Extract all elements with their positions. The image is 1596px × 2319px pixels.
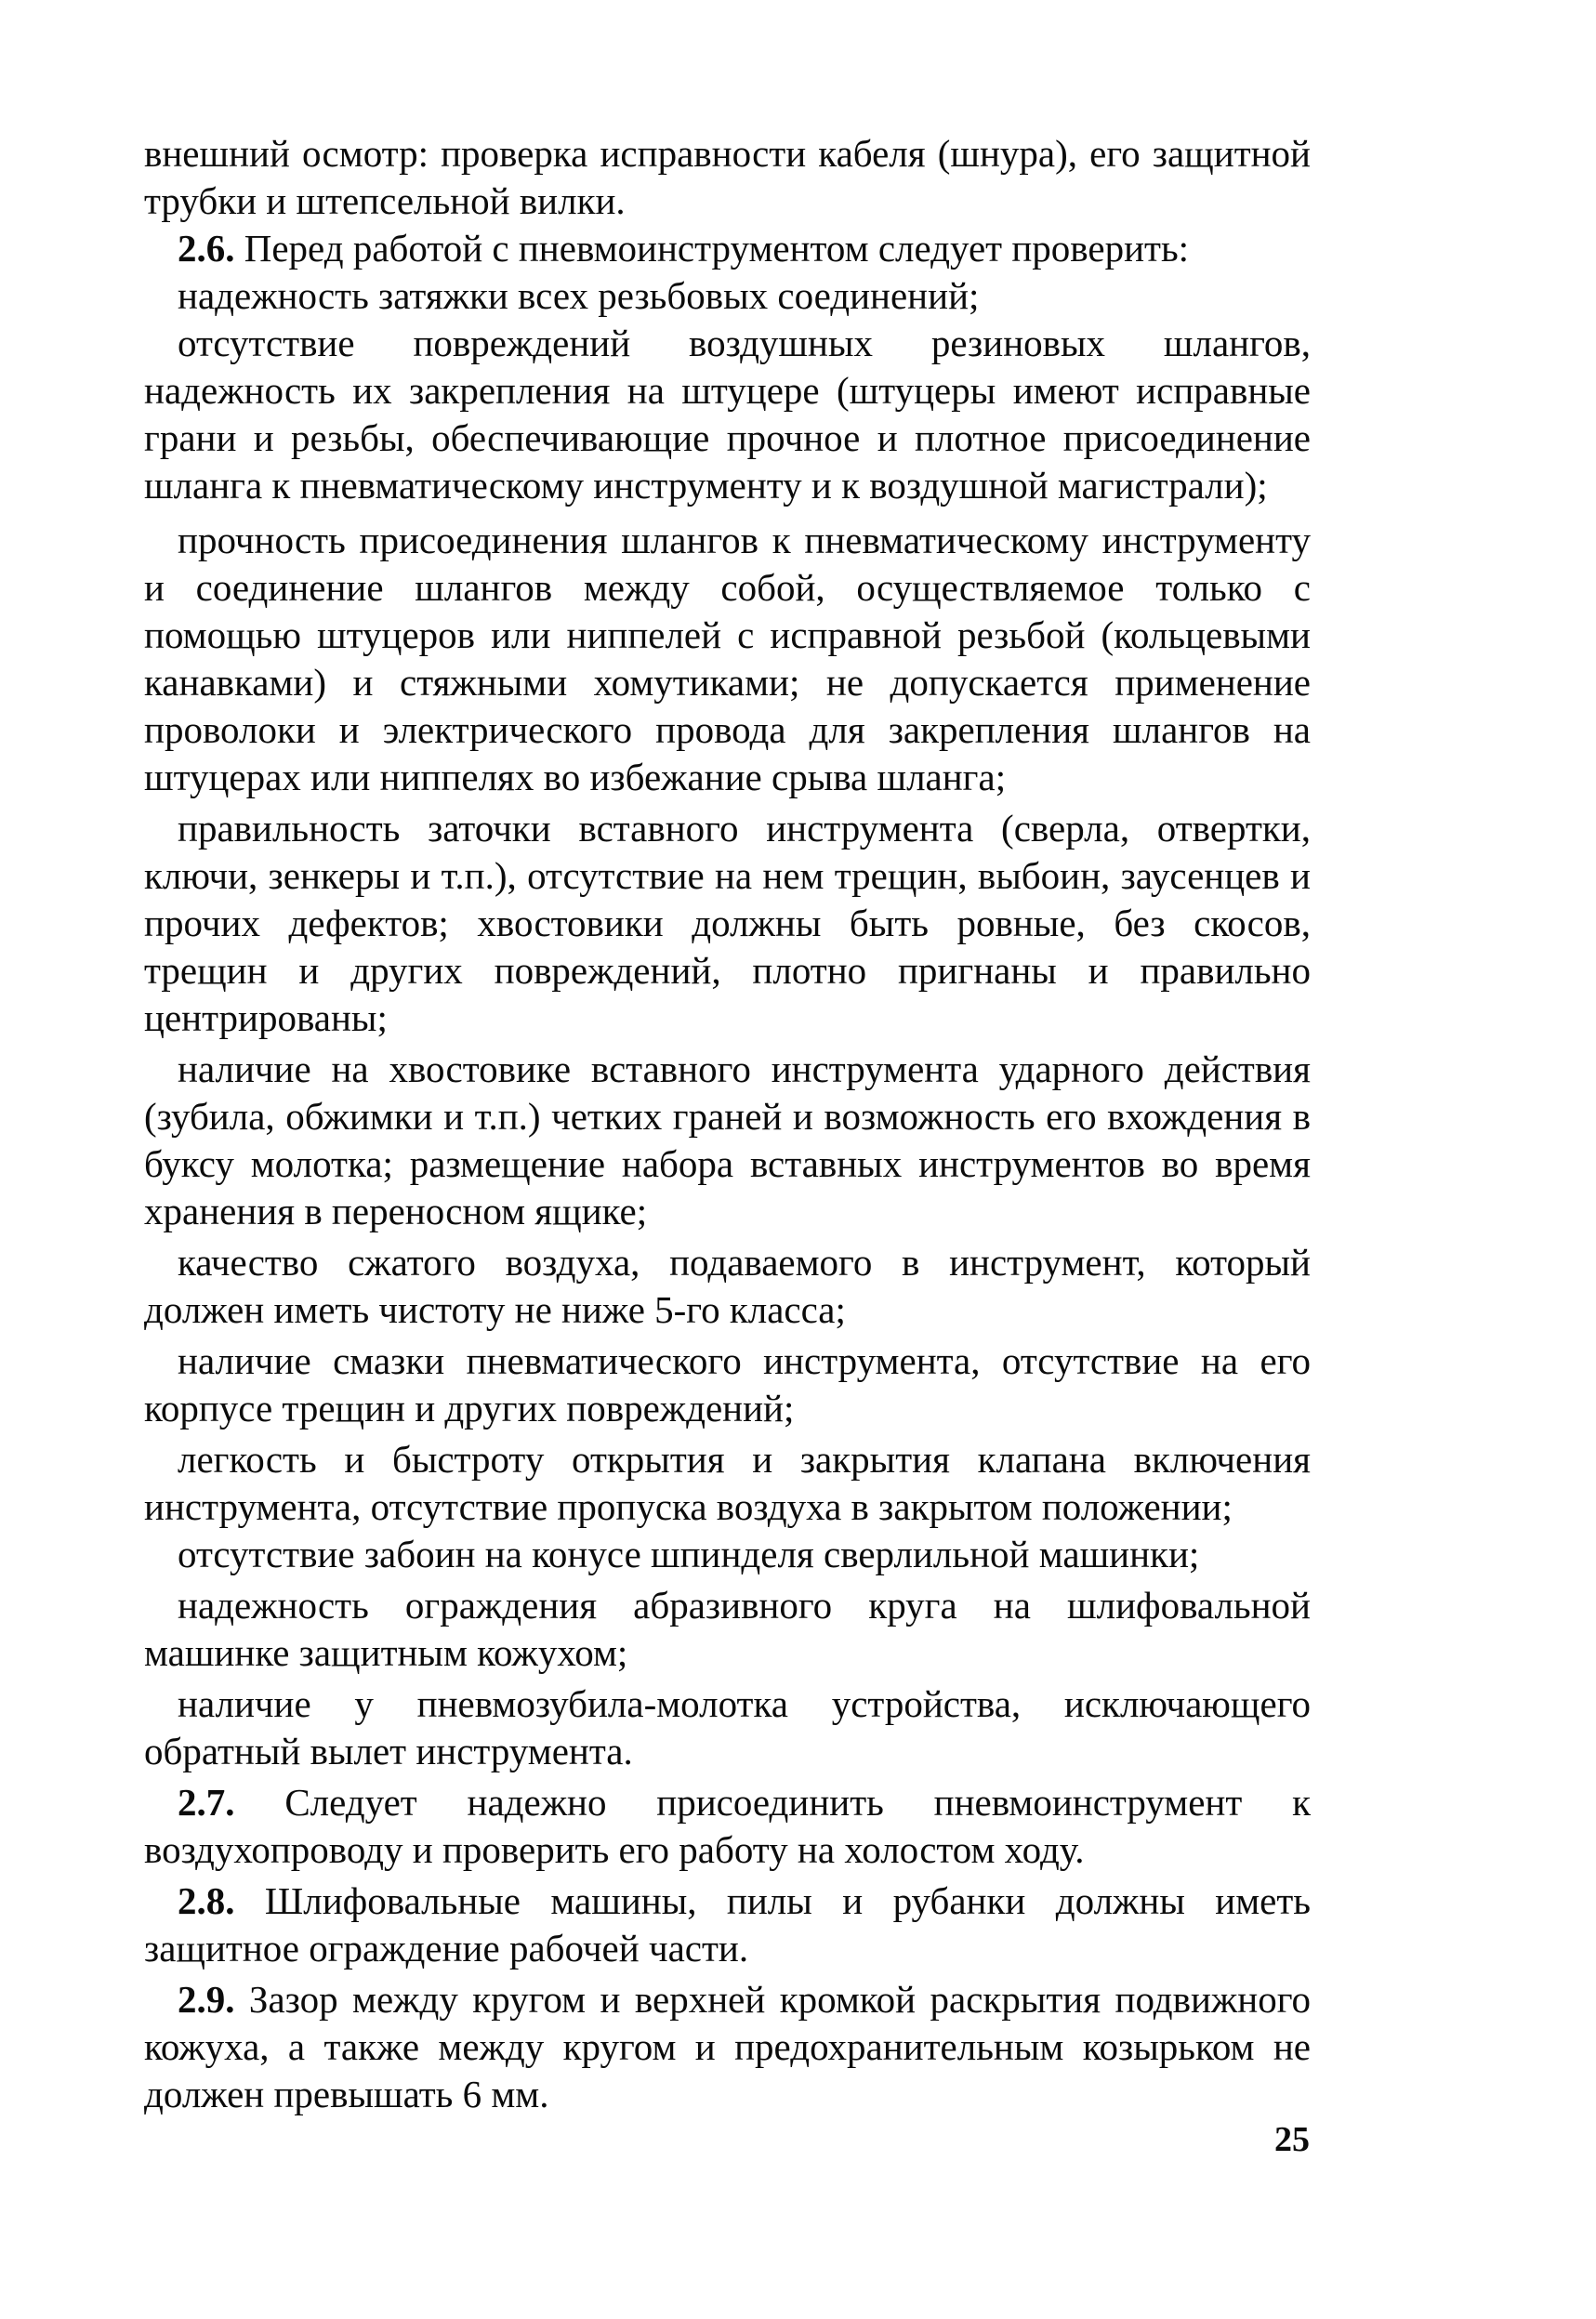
paragraph-text: Следует надежно присоединить пневмоинструмент к воздухопроводу и проверить его работу на холостом ходу.	[144, 1781, 1311, 1871]
clause-2-7	[144, 1779, 1311, 1874]
list-item	[144, 1582, 1311, 1677]
clause-number: 2.6.	[178, 227, 235, 270]
paragraph-text: легкость и быстроту открытия и закрытия клапана включения инструмента, отсутствие пропуска воздуха в закрытом положении;	[144, 1438, 1311, 1528]
list-item	[144, 1531, 1311, 1578]
paragraph-text: наличие смазки пневматического инструмента, отсутствие на его корпусе трещин и других повреждений;	[144, 1339, 1311, 1430]
list-item	[144, 272, 1311, 320]
paragraph-text: наличие у пневмозубила-молотка устройства, исключающего обратный вылет инструмента.	[144, 1682, 1311, 1772]
paragraph-text: внешний осмотр: проверка исправности кабеля (шнура), его защитной трубки и штепсельной вилки.	[144, 132, 1311, 222]
list-item	[144, 1239, 1311, 1334]
paragraph-text: надежность ограждения абразивного круга на шлифовальной машинке защитным кожухом;	[144, 1584, 1311, 1674]
list-item	[144, 517, 1311, 801]
list-item	[144, 1436, 1311, 1531]
page-number: 25	[1274, 2120, 1310, 2159]
paragraph-text: правильность заточки вставного инструмента (сверла, отвертки, ключи, зенкеры и т.п.), отсутствие на нем трещин, выбоин, заусенцев и прочих дефектов; хвостовики должны быть ровные, без скосов, трещин и других повреждений, плотно пригнаны и правильно центрированы;	[144, 807, 1311, 1039]
clause-2-8	[144, 1878, 1311, 1972]
clause-number: 2.8.	[178, 1879, 235, 1922]
clause-number: 2.7.	[178, 1781, 235, 1824]
paragraph-text: надежность затяжки всех резьбовых соединений;	[178, 274, 980, 317]
list-item	[144, 320, 1311, 509]
clause-2-9	[144, 1976, 1311, 2118]
paragraph-text: наличие на хвостовике вставного инструмента ударного действия (зубила, обжимки и т.п.) четких граней и возможность его вхождения в буксу молотка; размещение набора вставных инструментов во время хранения в переносном ящике;	[144, 1048, 1311, 1232]
paragraph-text: прочность присоединения шлангов к пневматическому инструменту и соединение шлангов между собой, осуществляемое только с помощью штуцеров или ниппелей с исправной резьбой (кольцевыми канавками) и стяжными хомутиками; не допускается применение проволоки и электрического провода для закрепления шлангов на штуцерах или ниппелях во избежание срыва шланга;	[144, 519, 1311, 798]
paragraph-text: отсутствие повреждений воздушных резиновых шлангов, надежность их закрепления на штуцере (штуцеры имеют исправные грани и резьбы, обеспечивающие прочное и плотное присоединение шланга к пневматическому инструменту и к воздушной магистрали);	[144, 322, 1311, 507]
paragraph-text: Шлифовальные машины, пилы и рубанки должны иметь защитное ограждение рабочей части.	[144, 1879, 1311, 1970]
paragraph-text: Перед работой с пневмоинструментом следует проверить:	[234, 227, 1190, 270]
paragraph-text: качество сжатого воздуха, подаваемого в инструмент, который должен иметь чистоту не ниже 5-го класса;	[144, 1241, 1311, 1331]
list-item	[144, 1337, 1311, 1432]
list-item	[144, 805, 1311, 1042]
list-item	[144, 1680, 1311, 1775]
body-text	[144, 130, 1311, 2118]
clause-number: 2.9.	[178, 1978, 235, 2021]
paragraph-text: Зазор между кругом и верхней кромкой раскрытия подвижного кожуха, а также между кругом и предохранительным козырьком не должен превышать 6 мм.	[144, 1978, 1311, 2115]
paragraph-inspection	[144, 130, 1311, 225]
clause-2-6	[144, 225, 1311, 272]
list-item	[144, 1046, 1311, 1235]
paragraph-text: отсутствие забоин на конусе шпинделя сверлильной машинки;	[178, 1533, 1200, 1575]
